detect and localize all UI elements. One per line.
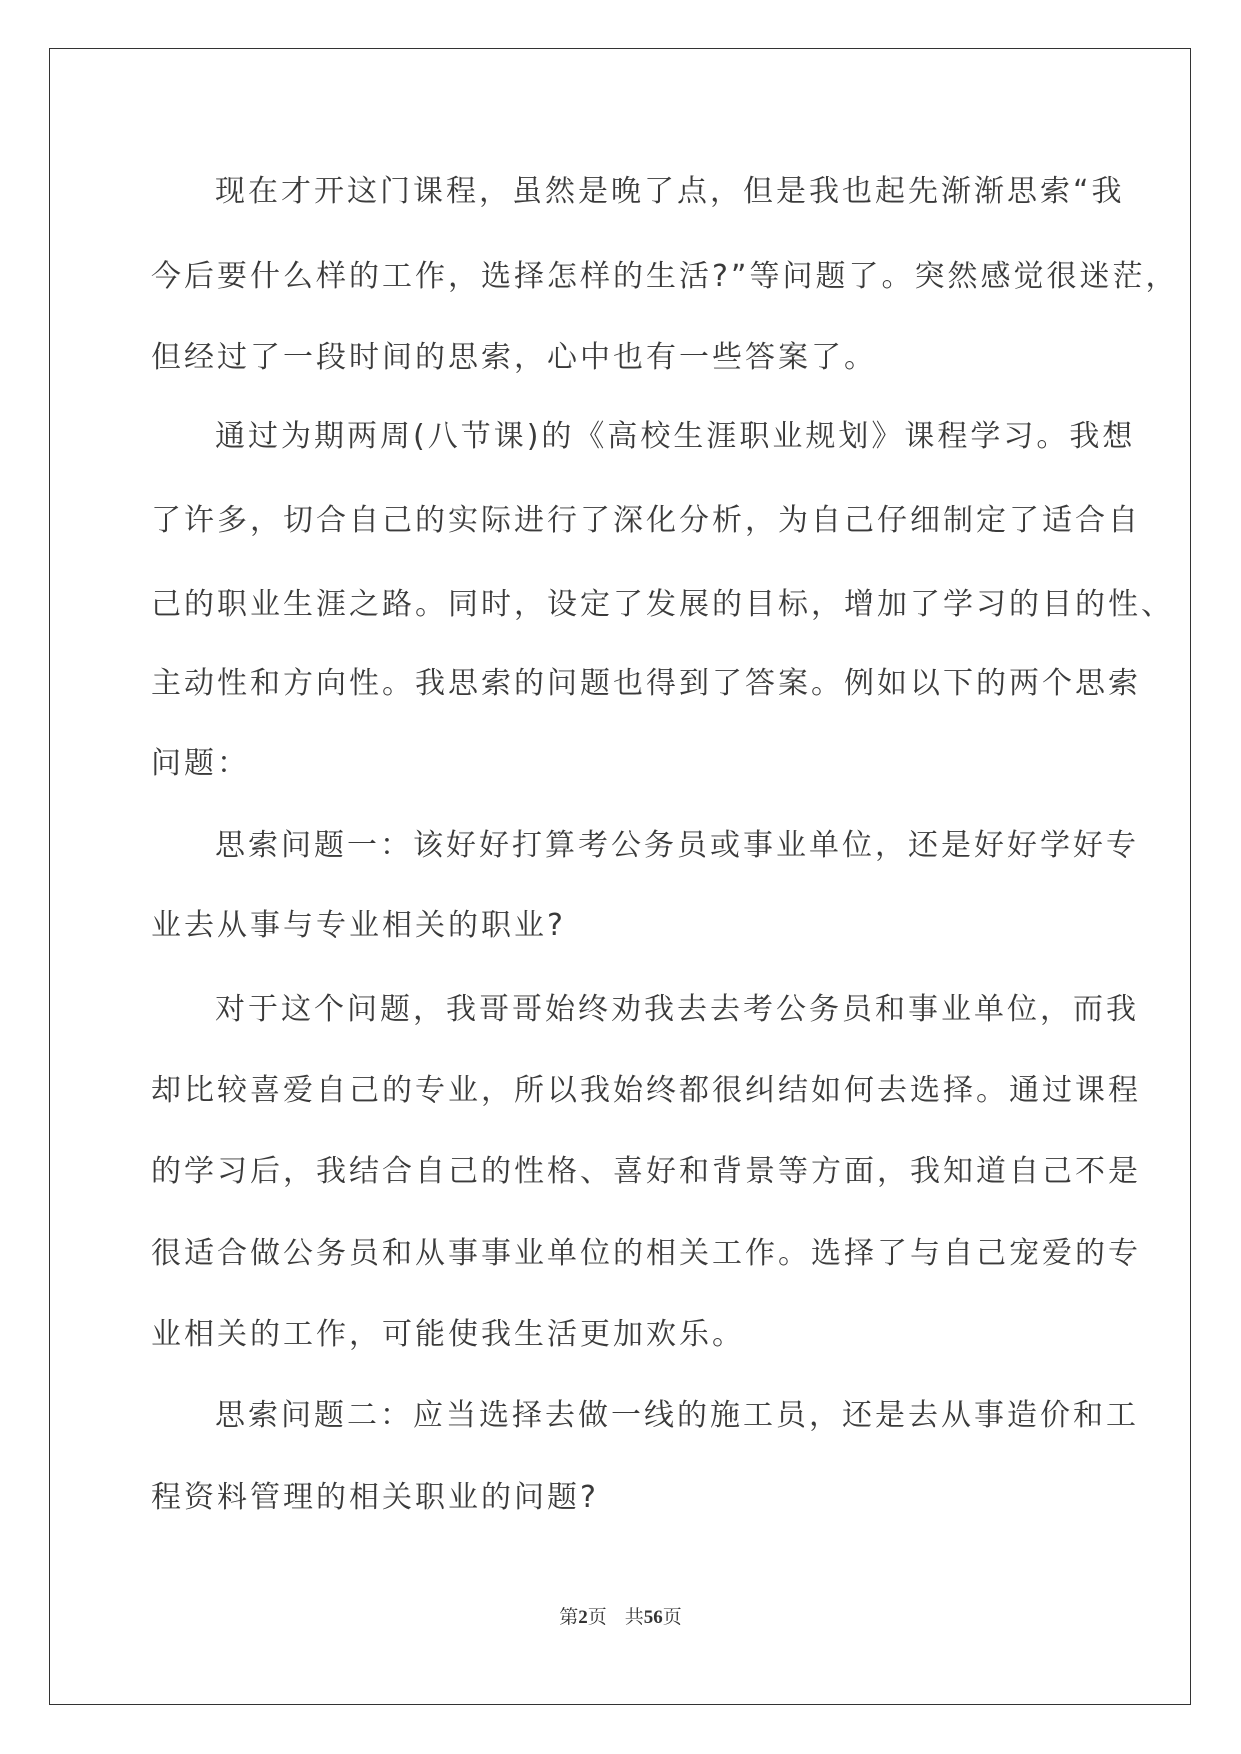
page-unit: 页 bbox=[587, 1607, 607, 1628]
paragraph-line: 通过为期两周(八节课)的《高校生涯职业规划》课程学习。我想 bbox=[215, 419, 1136, 454]
paragraph-line: 现在才开这门课程，虽然是晚了点，但是我也起先渐渐思索“我 bbox=[215, 174, 1125, 209]
total-prefix: 共 bbox=[624, 1607, 644, 1628]
page-footer bbox=[0, 1606, 1241, 1630]
paragraph-line: 己的职业生涯之路。同时，设定了发展的目标，增加了学习的目的性、 bbox=[151, 587, 1174, 622]
paragraph-line: 却比较喜爱自己的专业，所以我始终都很纠结如何去选择。通过课程 bbox=[151, 1073, 1141, 1108]
current-page-number: 2 bbox=[578, 1607, 588, 1628]
paragraph-line: 程资料管理的相关职业的问题? bbox=[151, 1480, 599, 1515]
paragraph-line: 对于这个问题，我哥哥始终劝我去去考公务员和事业单位，而我 bbox=[215, 992, 1139, 1027]
paragraph-line: 今后要什么样的工作，选择怎样的生活?”等问题了。突然感觉很迷茫， bbox=[151, 259, 1179, 294]
paragraph-line: 但经过了一段时间的思索，心中也有一些答案了。 bbox=[151, 340, 877, 375]
paragraph-line: 业相关的工作，可能使我生活更加欢乐。 bbox=[151, 1317, 745, 1352]
paragraph-line: 很适合做公务员和从事事业单位的相关工作。选择了与自己宠爱的专 bbox=[151, 1236, 1141, 1271]
paragraph-line: 问题： bbox=[151, 746, 250, 781]
paragraph-line: 思索问题二：应当选择去做一线的施工员，还是去从事造价和工 bbox=[215, 1398, 1139, 1433]
paragraph-line: 业去从事与专业相关的职业? bbox=[151, 908, 566, 943]
page-prefix: 第 bbox=[559, 1607, 579, 1628]
paragraph-line: 的学习后，我结合自己的性格、喜好和背景等方面，我知道自己不是 bbox=[151, 1154, 1141, 1189]
paragraph-line: 主动性和方向性。我思索的问题也得到了答案。例如以下的两个思索 bbox=[151, 666, 1141, 701]
total-page-number: 56 bbox=[643, 1607, 663, 1628]
paragraph-line: 了许多，切合自己的实际进行了深化分析，为自己仔细制定了适合自 bbox=[151, 503, 1141, 538]
total-unit: 页 bbox=[662, 1607, 682, 1628]
paragraph-line: 思索问题一：该好好打算考公务员或事业单位，还是好好学好专 bbox=[215, 828, 1139, 863]
